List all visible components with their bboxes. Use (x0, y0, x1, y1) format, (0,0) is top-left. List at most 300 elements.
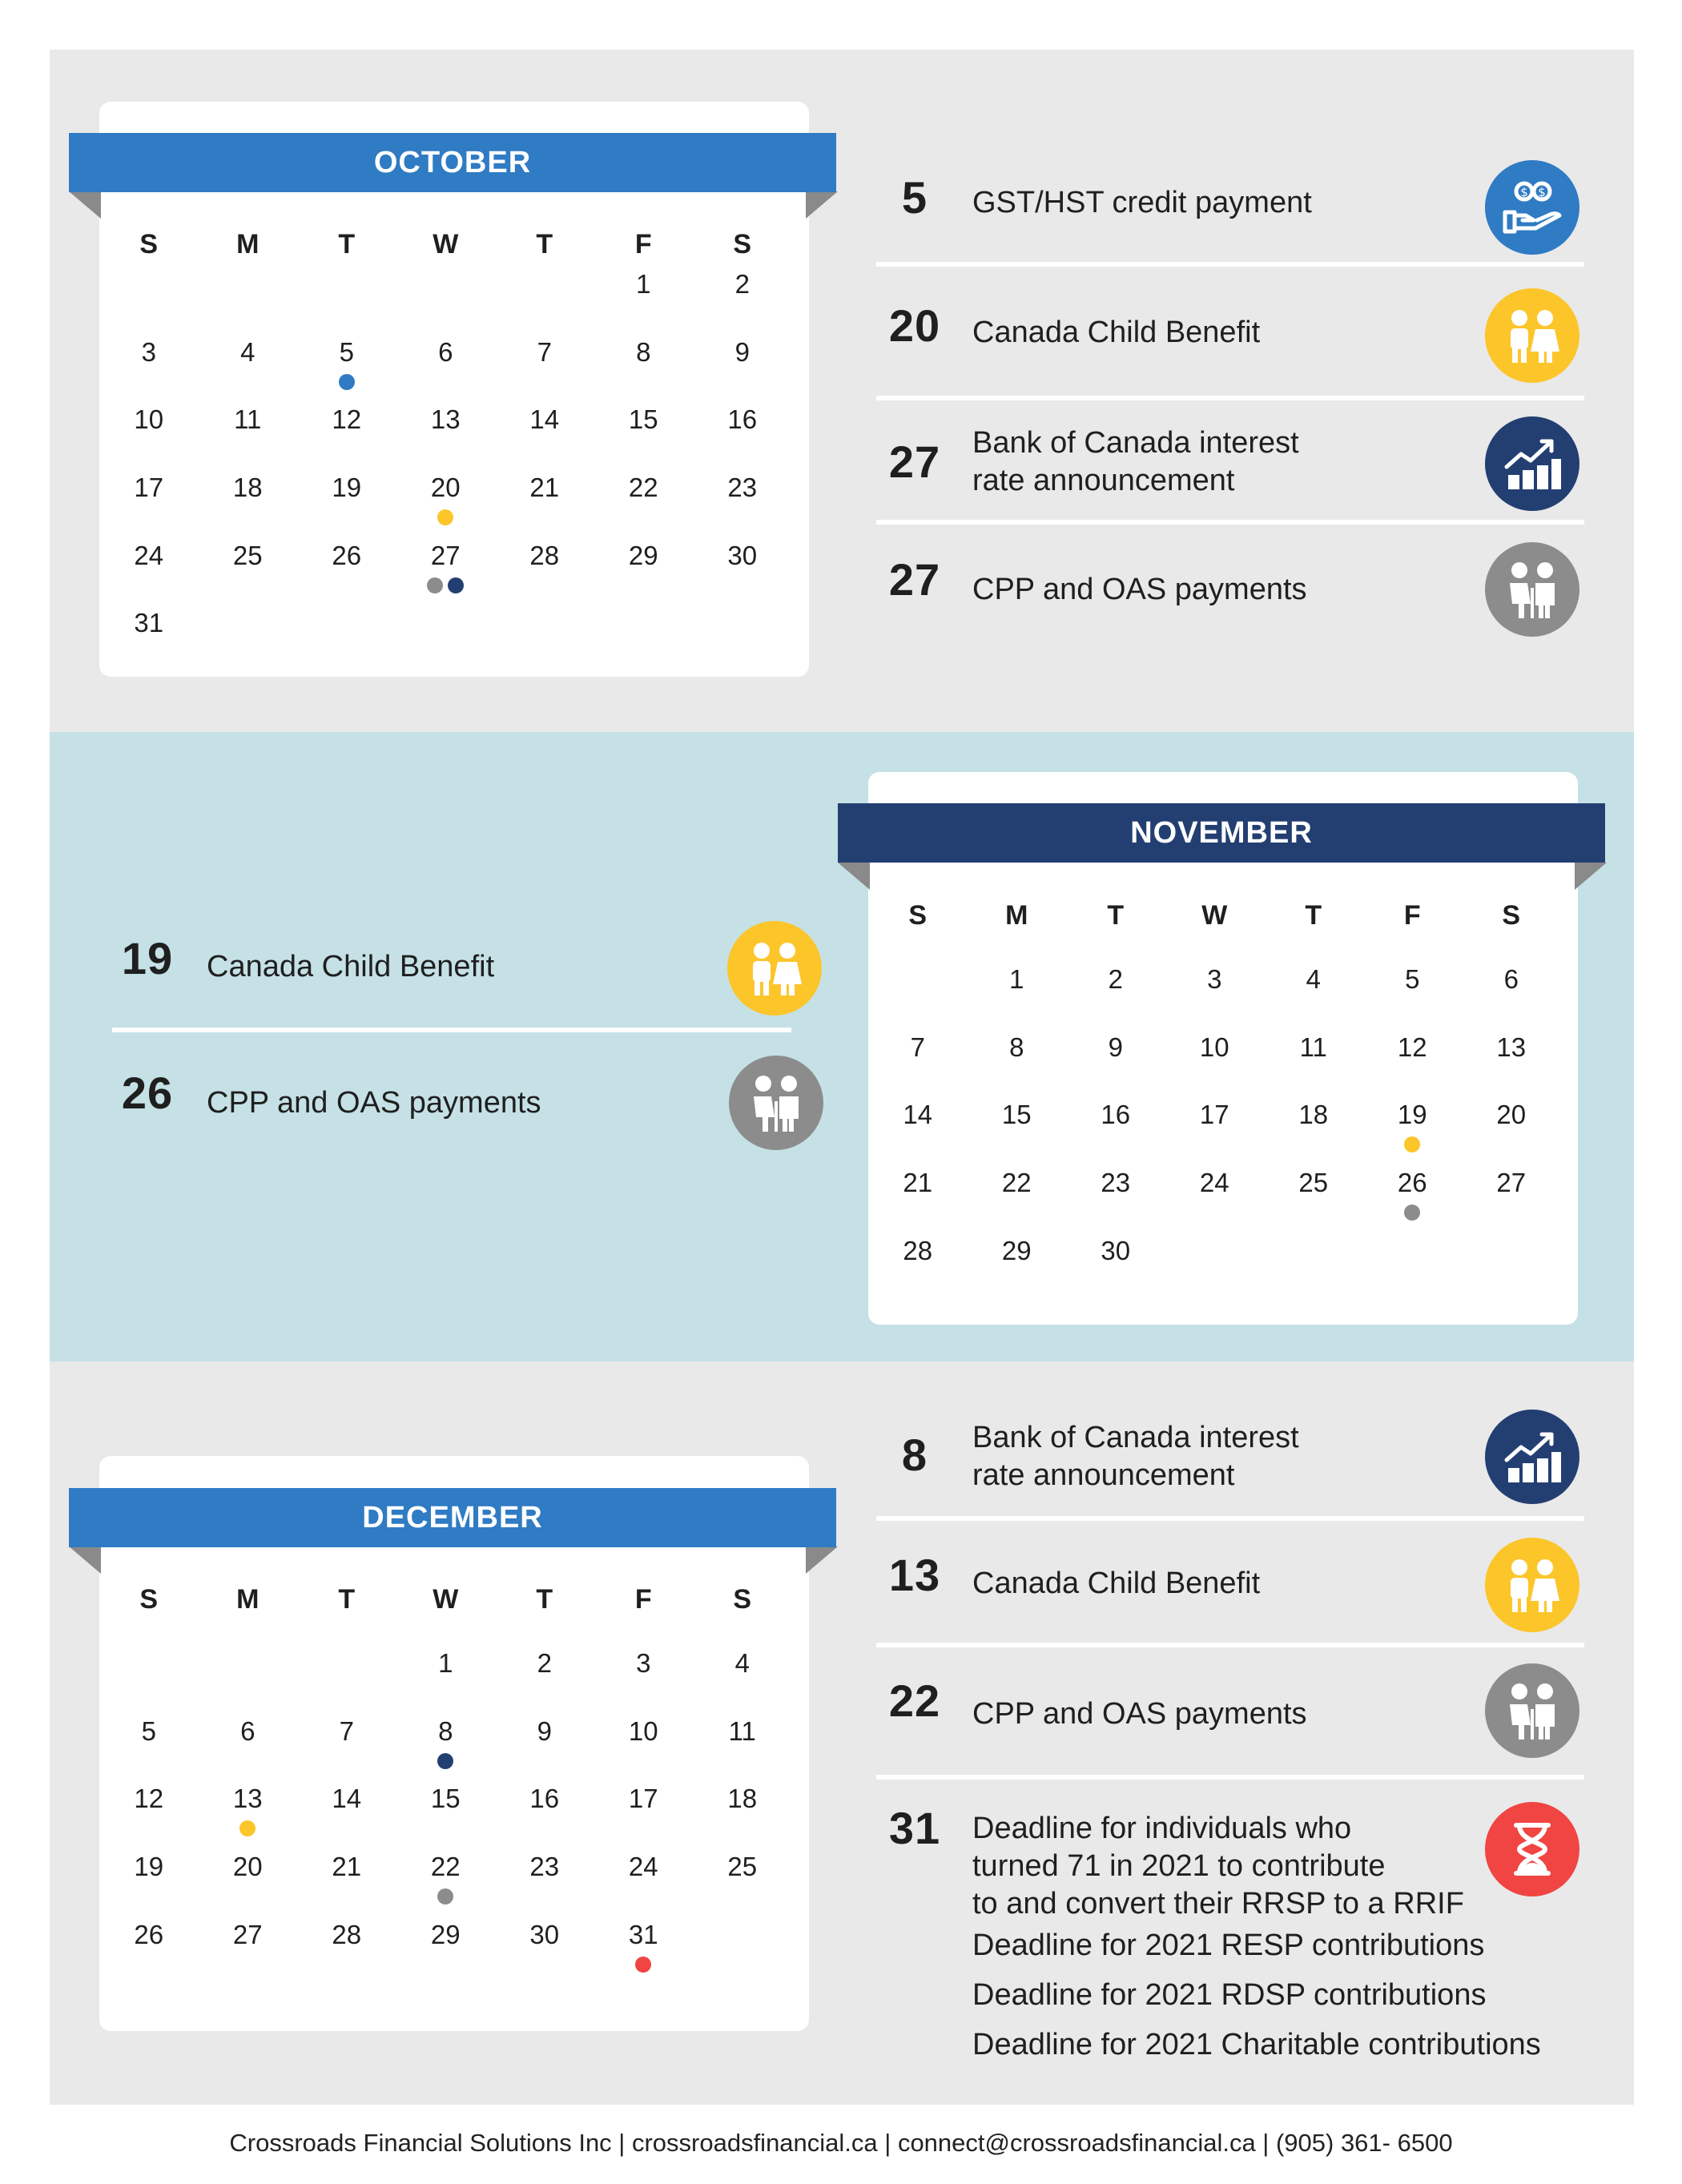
weekday-label: T (338, 1584, 356, 1615)
day-cell (297, 536, 396, 604)
day-cell (396, 1711, 496, 1780)
day-cell (396, 1915, 496, 1983)
day-number: 11 (1299, 1032, 1327, 1062)
day-number: 25 (727, 1852, 758, 1882)
event-text: CPP and OAS payments (207, 1086, 541, 1120)
day-number: 15 (430, 1784, 461, 1814)
weekday-label: W (1201, 900, 1228, 931)
event-markers (396, 1888, 496, 1904)
december-title: DECEMBER (362, 1500, 543, 1534)
day-cell (99, 468, 199, 536)
day-number: 9 (1108, 1032, 1123, 1062)
day-number: 27 (232, 1919, 263, 1949)
day-cell (199, 1915, 298, 1983)
day-number: 15 (628, 404, 658, 435)
day-number: 16 (727, 404, 758, 435)
seniors-icon (1485, 1663, 1579, 1758)
day-cell (594, 536, 694, 604)
event-markers (396, 1753, 496, 1769)
day-cell (396, 332, 496, 400)
children-icon (1485, 288, 1579, 383)
weekday-label: T (1305, 900, 1322, 931)
event-text: CPP and OAS payments (972, 1697, 1307, 1731)
event-markers (297, 374, 396, 390)
day-cell (396, 1643, 496, 1711)
day-number: 30 (1101, 1235, 1131, 1265)
event-dot-gst (339, 374, 355, 390)
weekday-label: M (236, 229, 260, 259)
day-number: 11 (234, 404, 262, 435)
day-number: 17 (628, 1784, 658, 1814)
weekday-label: M (1005, 900, 1028, 931)
day-number: 17 (1199, 1100, 1229, 1130)
event-markers (396, 577, 496, 593)
day-number: 8 (438, 1715, 453, 1746)
day-number: 22 (430, 1852, 461, 1882)
day-number: 21 (903, 1168, 933, 1198)
day-cell (1066, 959, 1165, 1028)
day-cell (693, 400, 792, 468)
day-cell (199, 400, 298, 468)
divider (876, 262, 1584, 267)
day-number: 7 (339, 1715, 354, 1746)
day-number: 7 (910, 1032, 925, 1062)
event-dot-deadline (635, 1957, 651, 1973)
event-day-number: 8 (901, 1430, 928, 1480)
weekday-label: S (1502, 900, 1521, 931)
day-cell (693, 264, 792, 332)
day-number: 20 (430, 473, 461, 503)
event-day-number: 5 (901, 172, 928, 223)
day-number: 23 (727, 473, 758, 503)
day-cell (99, 536, 199, 604)
day-number: 5 (1405, 964, 1420, 994)
day-number: 23 (1101, 1168, 1131, 1198)
day-number: 19 (332, 473, 362, 503)
empty-day-cell (297, 264, 396, 332)
day-cell (1264, 1095, 1363, 1163)
day-number: 14 (529, 404, 560, 435)
weekday-label: F (1403, 900, 1421, 931)
empty-day-cell (199, 264, 298, 332)
weekday-label: W (433, 229, 459, 259)
day-cell (199, 468, 298, 536)
day-number: 3 (141, 336, 156, 367)
day-number: 20 (1496, 1100, 1527, 1130)
day-cell (495, 1779, 594, 1847)
deadline-resp: Deadline for 2021 RESP contributions (972, 1929, 1485, 1962)
day-number: 31 (134, 608, 164, 638)
event-markers (594, 1957, 694, 1973)
day-number: 7 (537, 336, 552, 367)
event-day-number: 22 (888, 1675, 941, 1726)
day-number: 16 (1101, 1100, 1131, 1130)
event-text: Canada Child Benefit (207, 950, 495, 983)
day-cell (693, 1643, 792, 1711)
day-cell (99, 1711, 199, 1780)
day-cell (1462, 1028, 1561, 1096)
weekday-label: T (338, 229, 356, 259)
day-cell (594, 1779, 694, 1847)
event-dot-cpp (437, 1888, 453, 1904)
seniors-icon (1485, 542, 1579, 637)
day-cell (495, 1643, 594, 1711)
day-number: 30 (529, 1919, 560, 1949)
day-number: 8 (1009, 1032, 1024, 1062)
december-ribbon-fold-right (806, 1546, 838, 1574)
october-weekday-header (99, 221, 792, 269)
day-cell (1264, 1163, 1363, 1231)
day-number: 28 (332, 1919, 362, 1949)
day-cell (868, 1231, 968, 1299)
november-ribbon-fold-right (1575, 863, 1607, 890)
day-cell (199, 536, 298, 604)
day-number: 5 (141, 1715, 156, 1746)
november-day-grid (868, 959, 1561, 1298)
day-cell (968, 1231, 1067, 1299)
day-number: 24 (1199, 1168, 1229, 1198)
day-number: 26 (1397, 1168, 1427, 1198)
event-markers (396, 509, 496, 525)
weekday-label: F (634, 229, 652, 259)
december-weekday-header (99, 1576, 792, 1624)
day-cell (495, 1847, 594, 1915)
day-number: 29 (430, 1919, 461, 1949)
day-cell (594, 1643, 694, 1711)
day-number: 9 (537, 1715, 552, 1746)
day-cell (297, 332, 396, 400)
event-markers (1363, 1136, 1463, 1152)
october-day-grid (99, 264, 792, 671)
day-number: 28 (903, 1235, 933, 1265)
day-number: 6 (438, 336, 453, 367)
day-cell (297, 468, 396, 536)
day-cell (1264, 1028, 1363, 1096)
day-number: 13 (430, 404, 461, 435)
event-day-number: 13 (888, 1550, 941, 1600)
weekday-label: S (733, 229, 752, 259)
day-number: 16 (529, 1784, 560, 1814)
day-cell (199, 1779, 298, 1847)
event-dec-31 (876, 1802, 1584, 2061)
day-cell (1165, 959, 1265, 1028)
event-text: CPP and OAS payments (972, 573, 1307, 606)
event-day-number: 27 (888, 554, 941, 605)
event-day-number: 31 (888, 1803, 941, 1853)
children-icon (1485, 1538, 1579, 1632)
day-cell (99, 1779, 199, 1847)
event-text: Bank of Canada interest rate announcement (972, 426, 1299, 497)
day-number: 10 (628, 1715, 658, 1746)
day-number: 10 (134, 404, 164, 435)
day-number: 12 (332, 404, 362, 435)
day-cell (1363, 1095, 1463, 1163)
day-number: 1 (438, 1648, 453, 1678)
weekday-label: S (139, 229, 159, 259)
day-cell (495, 400, 594, 468)
weekday-label: F (634, 1584, 652, 1615)
svg-text:$: $ (1538, 185, 1546, 199)
day-cell (396, 400, 496, 468)
day-cell (1066, 1028, 1165, 1096)
event-oct-27-cpp (876, 542, 1584, 646)
day-number: 25 (232, 540, 263, 570)
event-day-number: 26 (121, 1068, 174, 1118)
day-number: 13 (232, 1784, 263, 1814)
day-number: 6 (1503, 964, 1519, 994)
day-cell (495, 332, 594, 400)
event-dot-cpp (1404, 1205, 1420, 1221)
weekday-label: S (908, 900, 928, 931)
day-cell (1066, 1231, 1165, 1299)
deadline-charitable: Deadline for 2021 Charitable contributions (972, 2028, 1541, 2061)
day-number: 1 (1009, 964, 1024, 994)
day-number: 31 (628, 1919, 658, 1949)
day-cell (693, 536, 792, 604)
day-cell (693, 1711, 792, 1780)
empty-day-cell (396, 264, 496, 332)
november-title: NOVEMBER (1130, 815, 1313, 850)
day-number: 28 (529, 540, 560, 570)
day-cell (199, 1711, 298, 1780)
day-cell (693, 332, 792, 400)
day-cell (868, 1028, 968, 1096)
october-ribbon-fold-left (69, 191, 101, 219)
day-number: 3 (636, 1648, 651, 1678)
day-number: 18 (232, 473, 263, 503)
deadline-rdsp: Deadline for 2021 RDSP contributions (972, 1978, 1487, 2012)
event-day-number: 27 (888, 436, 941, 487)
event-oct-5 (876, 160, 1584, 264)
day-cell (968, 1095, 1067, 1163)
day-cell (594, 332, 694, 400)
day-cell (99, 1915, 199, 1983)
event-dec-8 (876, 1410, 1584, 1514)
day-cell (495, 468, 594, 536)
day-number: 18 (1298, 1100, 1329, 1130)
weekday-label: T (536, 229, 553, 259)
event-text: Bank of Canada interest rate announcement (972, 1421, 1299, 1492)
day-cell (594, 400, 694, 468)
day-number: 24 (134, 540, 164, 570)
day-number: 2 (734, 269, 750, 299)
event-nov-26 (112, 1056, 820, 1160)
day-cell (594, 264, 694, 332)
day-number: 27 (430, 540, 461, 570)
event-text: Canada Child Benefit (972, 316, 1261, 349)
event-markers (199, 1820, 298, 1836)
day-number: 23 (529, 1852, 560, 1882)
day-number: 15 (1001, 1100, 1032, 1130)
event-dot-ccb (239, 1820, 256, 1836)
seniors-icon (729, 1056, 823, 1150)
december-header-ribbon (69, 1488, 836, 1547)
day-number: 21 (529, 473, 560, 503)
day-cell (693, 1847, 792, 1915)
weekday-label: M (236, 1584, 260, 1615)
day-cell (968, 959, 1067, 1028)
event-markers (1363, 1205, 1463, 1221)
day-cell (594, 1711, 694, 1780)
day-number: 18 (727, 1784, 758, 1814)
day-cell (1363, 1028, 1463, 1096)
day-cell (594, 1847, 694, 1915)
growth-chart-icon (1485, 1410, 1579, 1504)
day-cell (297, 1779, 396, 1847)
day-cell (199, 1847, 298, 1915)
december-day-grid (99, 1643, 792, 1982)
growth-chart-icon (1485, 416, 1579, 511)
day-number: 29 (1001, 1235, 1032, 1265)
day-cell (396, 1779, 496, 1847)
day-number: 29 (628, 540, 658, 570)
divider (876, 1775, 1584, 1780)
children-icon (727, 921, 822, 1016)
october-ribbon-fold-right (806, 191, 838, 219)
day-cell (396, 1847, 496, 1915)
november-header-ribbon (838, 803, 1605, 863)
day-number: 13 (1496, 1032, 1527, 1062)
day-number: 24 (628, 1852, 658, 1882)
day-cell (1066, 1163, 1165, 1231)
day-number: 26 (134, 1919, 164, 1949)
day-cell (968, 1163, 1067, 1231)
day-cell (594, 1915, 694, 1983)
october-title: OCTOBER (373, 145, 532, 179)
divider (876, 396, 1584, 400)
december-ribbon-fold-left (69, 1546, 101, 1574)
day-number: 2 (537, 1648, 552, 1678)
day-cell (1363, 1163, 1463, 1231)
event-text: Deadline for individuals who turned 71 in 2021 to contribute to and convert their RRSP to a RRIF (972, 1812, 1464, 1921)
day-cell (297, 1711, 396, 1780)
day-cell (868, 1163, 968, 1231)
day-cell (1165, 1028, 1265, 1096)
event-oct-27-boc (876, 416, 1584, 521)
day-number: 9 (734, 336, 750, 367)
day-number: 19 (134, 1852, 164, 1882)
weekday-label: T (1107, 900, 1125, 931)
day-number: 20 (232, 1852, 263, 1882)
day-cell (1066, 1095, 1165, 1163)
day-number: 12 (134, 1784, 164, 1814)
event-text: GST/HST credit payment (972, 186, 1312, 219)
day-cell (968, 1028, 1067, 1096)
day-number: 12 (1397, 1032, 1427, 1062)
day-number: 19 (1397, 1100, 1427, 1130)
event-day-number: 19 (121, 933, 174, 983)
day-number: 27 (1496, 1168, 1527, 1198)
weekday-label: S (139, 1584, 159, 1615)
october-header-ribbon (69, 133, 836, 192)
empty-day-cell (99, 1643, 199, 1711)
day-cell (297, 400, 396, 468)
event-dot-boc (437, 1753, 453, 1769)
event-nov-19 (112, 921, 820, 1025)
day-cell (1165, 1163, 1265, 1231)
day-number: 4 (734, 1648, 750, 1678)
event-oct-20 (876, 288, 1584, 392)
divider (112, 1028, 791, 1032)
day-number: 22 (1001, 1168, 1032, 1198)
day-number: 14 (903, 1100, 933, 1130)
weekday-label: T (536, 1584, 553, 1615)
november-ribbon-fold-left (838, 863, 870, 890)
day-cell (1462, 1163, 1561, 1231)
day-cell (1462, 959, 1561, 1028)
day-number: 25 (1298, 1168, 1329, 1198)
day-cell (1462, 1095, 1561, 1163)
event-dot-boc (448, 577, 464, 593)
day-cell (99, 1847, 199, 1915)
day-number: 4 (240, 336, 256, 367)
divider (876, 520, 1584, 525)
day-number: 22 (628, 473, 658, 503)
day-cell (495, 1915, 594, 1983)
day-cell (594, 468, 694, 536)
day-number: 21 (332, 1852, 362, 1882)
empty-day-cell (99, 264, 199, 332)
day-number: 5 (339, 336, 354, 367)
day-cell (1363, 959, 1463, 1028)
day-number: 6 (240, 1715, 256, 1746)
divider (876, 1643, 1584, 1647)
event-dec-22 (876, 1663, 1584, 1768)
event-day-number: 20 (888, 300, 941, 351)
day-number: 10 (1199, 1032, 1229, 1062)
day-cell (99, 603, 199, 671)
event-dot-cpp (427, 577, 443, 593)
day-cell (297, 1847, 396, 1915)
day-cell (297, 1915, 396, 1983)
day-number: 26 (332, 540, 362, 570)
day-number: 1 (636, 269, 651, 299)
day-cell (99, 400, 199, 468)
day-cell (1264, 959, 1363, 1028)
day-cell (396, 536, 496, 604)
empty-day-cell (495, 264, 594, 332)
day-number: 11 (728, 1715, 756, 1746)
day-cell (199, 332, 298, 400)
svg-text:$: $ (1520, 185, 1528, 199)
day-cell (396, 468, 496, 536)
event-dot-ccb (437, 509, 453, 525)
day-cell (495, 536, 594, 604)
empty-day-cell (297, 1643, 396, 1711)
divider (876, 1516, 1584, 1521)
day-number: 3 (1207, 964, 1222, 994)
day-cell (868, 1095, 968, 1163)
footer-contact: Crossroads Financial Solutions Inc | crossroadsfinancial.ca | connect@crossroadsfinancial.ca | (905) 361- 6500 (229, 2129, 1453, 2157)
day-number: 8 (636, 336, 651, 367)
empty-day-cell (199, 1643, 298, 1711)
day-cell (99, 332, 199, 400)
day-cell (495, 1711, 594, 1780)
hand-money-icon (1485, 160, 1579, 255)
event-dec-13 (876, 1538, 1584, 1642)
day-cell (693, 468, 792, 536)
weekday-label: W (433, 1584, 459, 1615)
november-weekday-header (868, 892, 1561, 940)
day-number: 17 (134, 473, 164, 503)
day-cell (1165, 1095, 1265, 1163)
weekday-label: S (733, 1584, 752, 1615)
event-text: Canada Child Benefit (972, 1567, 1261, 1600)
day-number: 30 (727, 540, 758, 570)
day-number: 2 (1108, 964, 1123, 994)
event-dot-ccb (1404, 1136, 1420, 1152)
hourglass-icon (1485, 1802, 1579, 1896)
